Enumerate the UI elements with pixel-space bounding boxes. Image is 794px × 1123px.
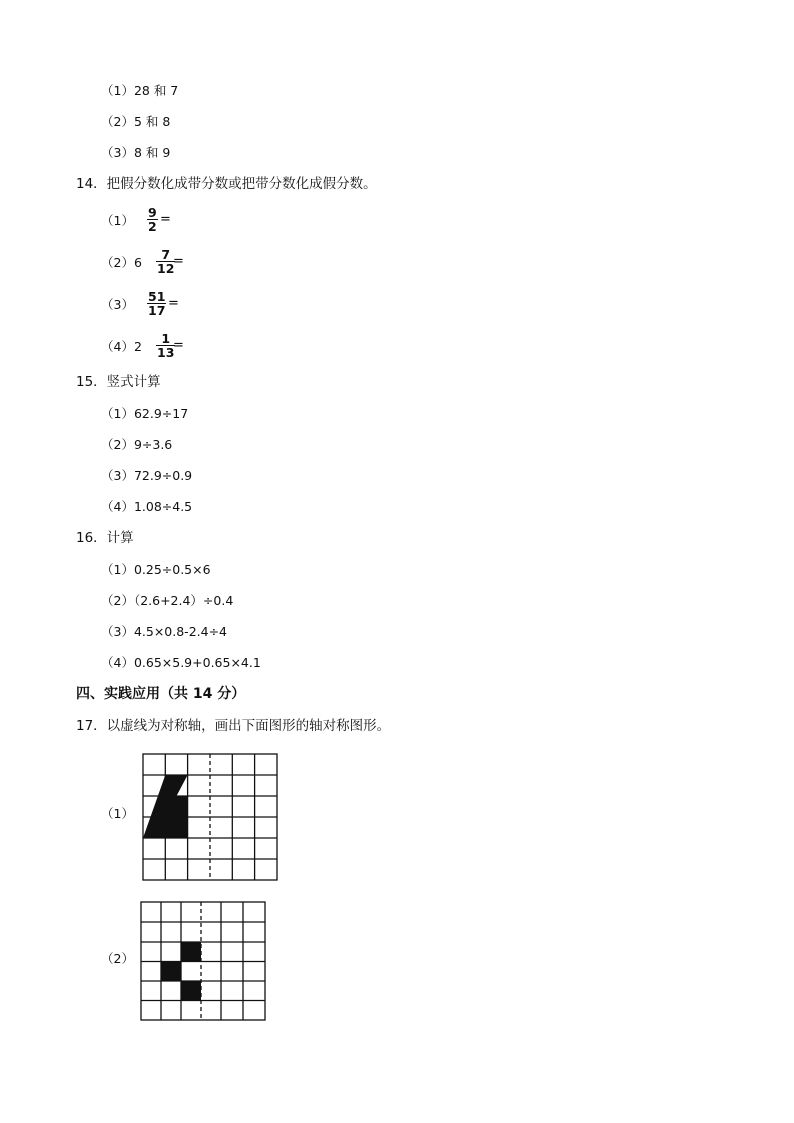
q17-figure-1-grid (141, 752, 279, 882)
q17-figure-2-grid (139, 900, 267, 1023)
q13-item-3: （3）8 和 9 (101, 145, 171, 160)
q14-item-2-label: （2）6 (101, 255, 142, 270)
fraction-denominator: 17 (148, 303, 166, 318)
fraction-numerator: 9 (148, 205, 157, 220)
q14-item-1-label: （1） (101, 213, 134, 228)
fraction-denominator: 2 (148, 219, 157, 234)
q16-item-3: （3）4.5×0.8-2.4÷4 (101, 624, 228, 639)
q17-figure-1-label: （1） (101, 806, 134, 821)
shaded-shape (143, 775, 188, 838)
q14-item-4-equals: = (173, 338, 184, 353)
fraction-denominator: 13 (157, 345, 175, 360)
fraction-denominator: 12 (157, 261, 175, 276)
q14-item-1-fraction (147, 206, 158, 233)
q13-item-1: （1）28 和 7 (101, 83, 179, 98)
q15-item-2: （2）9÷3.6 (101, 437, 173, 452)
q14-item-3-fraction (147, 290, 166, 317)
q16-title: 16．计算 (76, 530, 134, 546)
section-heading: 四、实践应用（共 14 分） (76, 686, 246, 702)
q14-item-2-equals: = (173, 254, 184, 269)
fraction-numerator: 1 (161, 331, 171, 346)
q14-item-3-equals: = (168, 296, 179, 311)
q15-title: 15．竖式计算 (76, 374, 161, 390)
q16-item-2: （2）（2.6+2.4）÷0.4 (101, 593, 234, 608)
q14-title: 14．把假分数化成带分数或把带分数化成假分数。 (76, 176, 377, 192)
q15-item-1: （1）62.9÷17 (101, 406, 189, 421)
q15-item-4: （4）1.08÷4.5 (101, 499, 193, 514)
q14-item-3-label: （3） (101, 297, 134, 312)
q17-title: 17．以虚线为对称轴，画出下面图形的轴对称图形。 (76, 718, 391, 734)
q14-item-4-label: （4）2 (101, 339, 142, 354)
q14-item-1-equals: = (160, 212, 171, 227)
q16-item-4: （4）0.65×5.9+0.65×4.1 (101, 655, 261, 670)
fraction-numerator: 51 (148, 289, 166, 304)
q16-item-1: （1）0.25÷0.5×6 (101, 562, 211, 577)
q17-figure-2-label: （2） (101, 951, 134, 966)
q15-item-3: （3）72.9÷0.9 (101, 468, 193, 483)
fraction-numerator: 7 (161, 247, 171, 262)
q13-item-2: （2）5 和 8 (101, 114, 171, 129)
